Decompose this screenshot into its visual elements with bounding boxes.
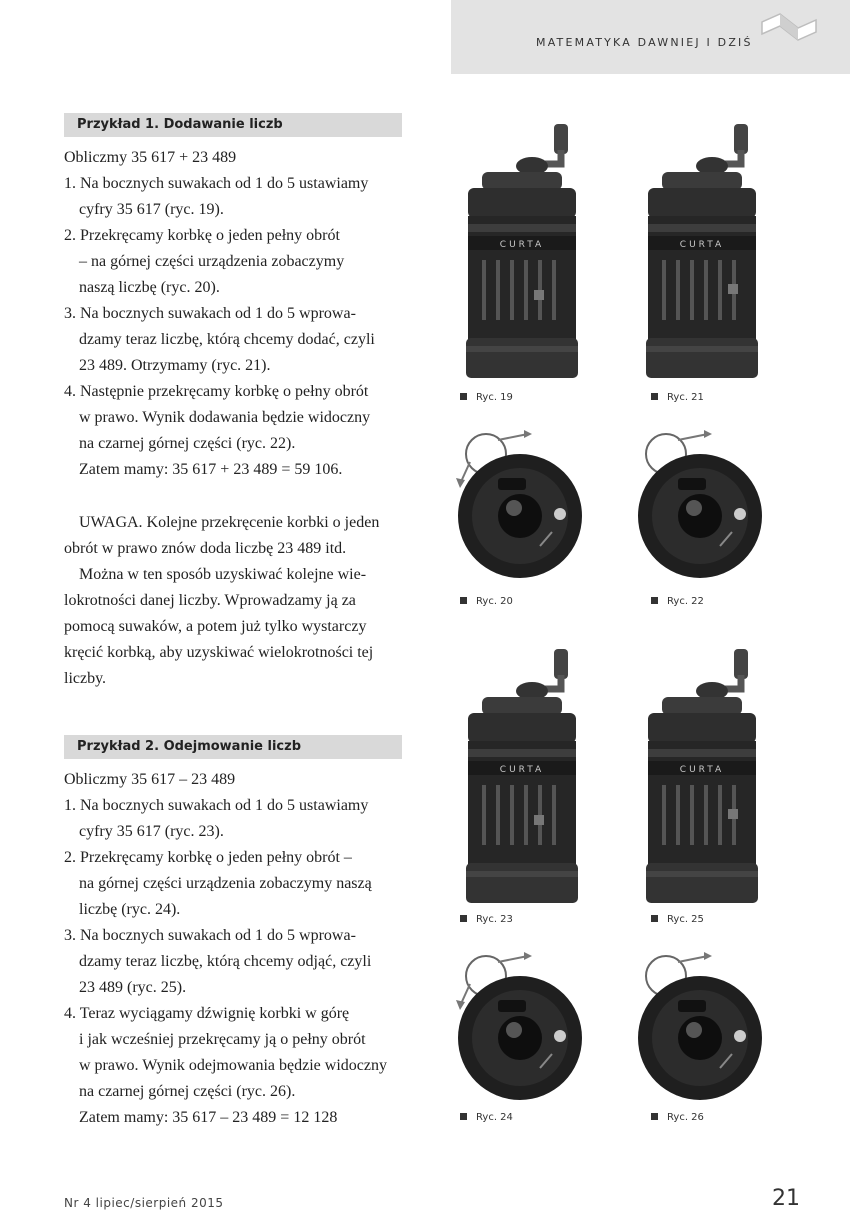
curta-brand-label: CURTA <box>499 765 545 775</box>
example1-line: dzamy teraz liczbę, którą chcemy dodać, czyli <box>79 331 375 348</box>
curta-top-view-22 <box>628 428 776 593</box>
figure-caption: Ryc. 24 <box>460 1112 513 1123</box>
curta-top-image <box>448 428 596 588</box>
example1-heading-bar <box>64 113 402 137</box>
example1-line: 3. Na bocznych suwakach od 1 do 5 wprowa- <box>64 305 356 322</box>
curta-top-image <box>448 950 596 1110</box>
figure-caption: Ryc. 20 <box>460 596 513 607</box>
example2-line: na górnej części urządzenia zobaczymy naszą <box>79 875 372 892</box>
example2-line: w prawo. Wynik odejmowania będzie widoczny <box>79 1057 387 1074</box>
note-line: liczby. <box>64 670 107 687</box>
curta-brand-label: CURTA <box>499 240 545 250</box>
issue-info: Nr 4 lipiec/sierpień 2015 <box>64 1196 224 1210</box>
curta-side-view-21 <box>642 120 762 387</box>
curta-side-view-23 <box>462 645 582 912</box>
note-line: pomocą suwaków, a potem już tylko wystarczy <box>64 618 367 635</box>
curta-top-image <box>628 428 776 588</box>
example2-line: cyfry 35 617 (ryc. 23). <box>79 823 224 840</box>
curta-top-image <box>628 950 776 1110</box>
section-title: MATEMATYKA DAWNIEJ I DZIŚ <box>536 36 753 49</box>
figure-caption: Ryc. 23 <box>460 914 513 925</box>
figure-caption: Ryc. 21 <box>651 392 704 403</box>
note-line: kręcić korbką, aby uzyskiwać wielokrotności tej <box>64 644 374 661</box>
curta-top-view-26 <box>628 950 776 1115</box>
example2-heading: Przykład 2. Odejmowanie liczb <box>77 739 301 754</box>
curta-side-view-25 <box>642 645 762 912</box>
example2-line: liczbę (ryc. 24). <box>79 901 181 918</box>
example2-line: 2. Przekręcamy korbkę o jeden pełny obrót – <box>64 849 352 866</box>
example1-heading: Przykład 1. Dodawanie liczb <box>77 117 283 132</box>
note-line: Można w ten sposób uzyskiwać kolejne wie- <box>79 566 367 583</box>
example1-line: na czarnej górnej części (ryc. 22). <box>79 435 296 452</box>
note-line: lokrotności danej liczby. Wprowadzamy ją za <box>64 592 356 609</box>
example2-line: 4. Teraz wyciągamy dźwignię korbki w górę <box>64 1005 350 1022</box>
example1-line: 2. Przekręcamy korbkę o jeden pełny obrót <box>64 227 340 244</box>
page-number: 21 <box>772 1186 800 1211</box>
example1-line: cyfry 35 617 (ryc. 19). <box>79 201 224 218</box>
example2-result: Zatem mamy: 35 617 – 23 489 = 12 128 <box>79 1109 338 1126</box>
example2-line: 3. Na bocznych suwakach od 1 do 5 wprowa- <box>64 927 356 944</box>
curta-side-image <box>462 120 582 382</box>
example1-line: Obliczmy 35 617 + 23 489 <box>64 149 237 166</box>
example1-line: 23 489. Otrzymamy (ryc. 21). <box>79 357 271 374</box>
example2-line: Obliczmy 35 617 – 23 489 <box>64 771 236 788</box>
example1-line: 1. Na bocznych suwakach od 1 do 5 ustawiamy <box>64 175 369 192</box>
example2-line: 1. Na bocznych suwakach od 1 do 5 ustawiamy <box>64 797 369 814</box>
curta-top-view-24 <box>448 950 596 1115</box>
example1-line: – na górnej części urządzenia zobaczymy <box>79 253 345 270</box>
curta-side-image <box>462 645 582 907</box>
figure-caption: Ryc. 22 <box>651 596 704 607</box>
example2-line: 23 489 (ryc. 25). <box>79 979 187 996</box>
example1-line: w prawo. Wynik dodawania będzie widoczny <box>79 409 371 426</box>
section-logo-icon <box>758 8 822 48</box>
curta-side-image <box>642 645 762 907</box>
example2-line: dzamy teraz liczbę, którą chcemy odjąć, czyli <box>79 953 372 970</box>
example2-line: na czarnej górnej części (ryc. 26). <box>79 1083 296 1100</box>
example2-line: i jak wcześniej przekręcamy ją o pełny obrót <box>79 1031 366 1048</box>
figure-caption: Ryc. 26 <box>651 1112 704 1123</box>
example1-result: Zatem mamy: 35 617 + 23 489 = 59 106. <box>79 461 343 478</box>
curta-side-view-19 <box>462 120 582 387</box>
example1-line: 4. Następnie przekręcamy korbkę o pełny obrót <box>64 383 369 400</box>
note-line: UWAGA. Kolejne przekręcenie korbki o jeden <box>79 514 380 531</box>
note-line: obrót w prawo znów doda liczbę 23 489 itd. <box>64 540 347 557</box>
figure-caption: Ryc. 19 <box>460 392 513 403</box>
example2-heading-bar <box>64 735 402 759</box>
example1-line: naszą liczbę (ryc. 20). <box>79 279 220 296</box>
curta-brand-label: CURTA <box>679 765 725 775</box>
figure-caption: Ryc. 25 <box>651 914 704 925</box>
curta-brand-label: CURTA <box>679 240 725 250</box>
curta-top-view-20 <box>448 428 596 593</box>
curta-side-image <box>642 120 762 382</box>
